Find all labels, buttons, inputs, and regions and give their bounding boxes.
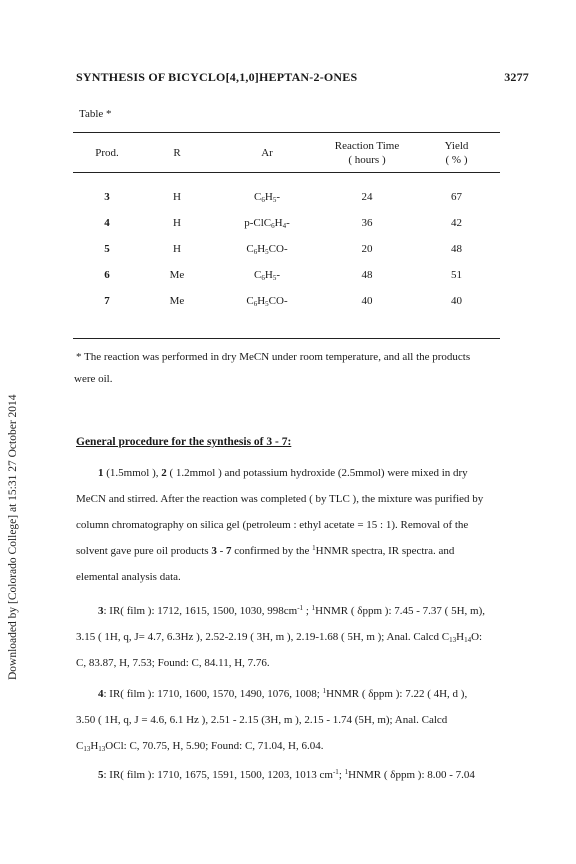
procedure-paragraph: 1 (1.5mmol ), 2 ( 1.2mmol ) and potassium hydroxide (2.5mmol) were mixed in dry MeCN and stirred. After the reaction was completed ( by TLC ), the mixture was purified by column chromatography on silica gel (petroleum : ethyl acetate = 15 : 1). Removal of the solvent gave pure oil products 3 - 7 confirmed by the $^1$HNMR spectra, IR spectra. and elemental analysis data.	[76, 467, 484, 583]
running-title: SYNTHESIS OF BICYCLO[4,1,0]HEPTAN-2-ONES	[76, 70, 358, 84]
running-header	[76, 70, 529, 85]
table-row: 3 H $C_6H_5-$ 24 67	[104, 191, 462, 204]
col-header-ar: Ar	[261, 147, 273, 159]
table-row: 7 Me $C_6H_5CO-$ 40 40	[104, 295, 462, 308]
download-watermark: Downloaded by [Colorado College] at 15:31 27 October 2014	[7, 394, 19, 680]
table-footnote: * The reaction was performed in dry MeCN under room temperature, and all the products were oil.	[74, 351, 471, 385]
col-header-prod: Prod.	[95, 147, 119, 159]
col-header-yield: Yield ( % )	[444, 140, 469, 166]
compound-3-data: 3: IR( film ): 1712, 1615, 1500, 1030, $998cm^{-1}$ ; $^1$HNMR ( δppm ): 7.45 - 7.37 ( 5H, m), 3.15 ( 1H, q, J= 4.7, 6.3Hz ), 2.52-2.19 ( 3H, m ), 2.19-1.68 ( 5H, m ); Anal. Calcd $C_{13}H_{14}O$: C, 83.87, H, 7.53; Found: C, 84.11, H, 7.76.	[76, 604, 485, 669]
page-number: 3277	[504, 70, 529, 84]
results-table	[73, 134, 500, 314]
table-bottom-rule	[73, 338, 500, 339]
compound-4-data: 4: IR( film ): 1710, 1600, 1570, 1490, 1076, 1008; $^1$HNMR ( δppm ): 7.22 ( 4H, d ), 3.50 ( 1H, q, J = 4.6, 6.1 Hz ), 2.51 - 2.15 (3H, m ), 2.15 - 1.74 (5H, m); Anal. Calcd $C_{13}H_{13}OCl$: C, 70.75, H, 5.90; Found: C, 71.04, H, 6.04.	[76, 687, 468, 753]
col-header-r: R	[173, 147, 181, 159]
section-title: General procedure for the synthesis of 3 - 7:	[76, 436, 292, 448]
table-caption: Table *	[79, 108, 112, 120]
table-row: 5 H $C_6H_5CO-$ 20 48	[104, 243, 462, 256]
table-top-rule	[73, 132, 500, 133]
col-header-time: Reaction Time ( hours )	[334, 140, 400, 166]
table-header-row	[73, 134, 500, 172]
table-row: 6 Me $C_6H_5-$ 48 51	[104, 269, 462, 282]
table-row: 4 H $p-ClC_6H_4-$ 36 42	[104, 217, 462, 230]
compound-5-data: 5: IR( film ): 1710, 1675, 1591, 1500, 1203, 1013 $cm^{-1}$; $^1$HNMR ( δppm ): 8.00 - 7.04	[98, 768, 475, 781]
